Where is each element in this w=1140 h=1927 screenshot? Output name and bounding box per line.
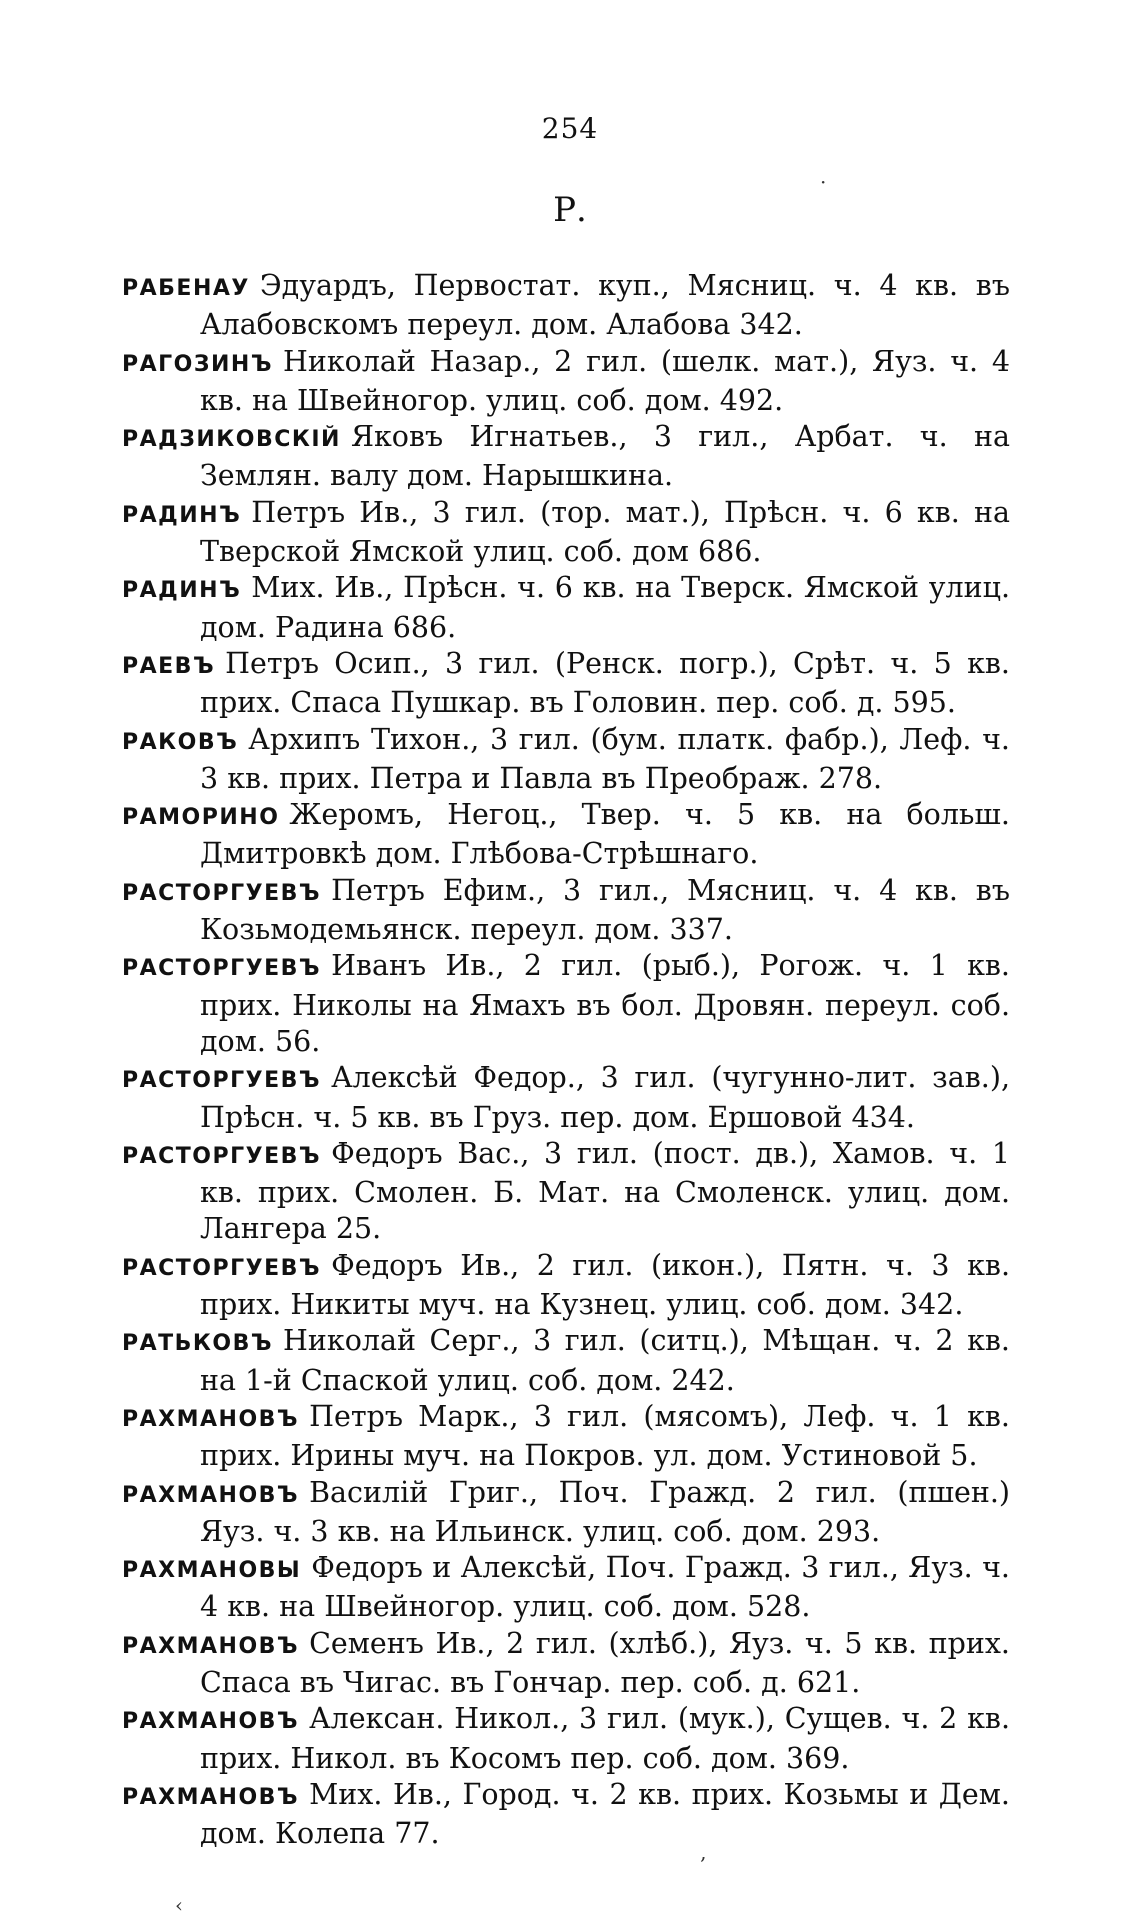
stray-mark-comma: ‚ xyxy=(700,1840,707,1864)
directory-entry xyxy=(122,1399,1010,1475)
entry-surname: РАХМАНОВЪ xyxy=(122,1633,300,1659)
entry-details: Петръ Ив., 3 гил. (тор. мат.), Прѣсн. ч. 6 кв. на Тверской Ямской улиц. соб. дом 686. xyxy=(200,495,1010,569)
directory-entry xyxy=(122,1060,1010,1136)
entry-surname: РАХМАНОВЪ xyxy=(122,1406,300,1432)
directory-entry xyxy=(122,1248,1010,1324)
directory-entry xyxy=(122,1626,1010,1702)
entry-details: Эдуардъ, Первостат. куп., Мясниц. ч. 4 кв. въ Алабовскомъ переул. дом. Алабова 342. xyxy=(200,269,1010,342)
entry-surname: РАДЗИКОВСКІЙ xyxy=(122,427,341,453)
entry-surname: РАДИНЪ xyxy=(122,502,242,528)
entry-details: Архипъ Тихон., 3 гил. (бум. платк. фабр.), Леф. ч. 3 кв. прих. Петра и Павла въ Преображ. 278. xyxy=(200,722,1010,795)
entry-details: Яковъ Игнатьев., 3 гил., Арбат. ч. на Землян. валу дом. Нарышкина. xyxy=(200,420,1010,493)
directory-entries xyxy=(122,268,1010,1852)
entry-surname: РАСТОРГУЕВЪ xyxy=(122,956,322,982)
entry-details: Николай Назар., 2 гил. (шелк. мат.), Яуз. ч. 4 кв. на Швейногор. улиц. соб. дом. 492. xyxy=(200,344,1010,417)
entry-details: Иванъ Ив., 2 гил. (рыб.), Рогож. ч. 1 кв. прих. Николы на Ямахъ въ бол. Дровян. переул. соб. дом. 56. xyxy=(200,949,1010,1058)
entry-details: Алексѣй Федор., 3 гил. (чугунно-лит. зав.), Прѣсн. ч. 5 кв. въ Груз. пер. дом. Ершовой 434. xyxy=(200,1061,1010,1134)
directory-entry xyxy=(122,1550,1010,1626)
stray-mark-dot: · xyxy=(820,170,827,194)
entry-details: Петръ Ефим., 3 гил., Мясниц. ч. 4 кв. въ Козьмодемьянск. переул. дом. 337. xyxy=(200,873,1010,947)
page-number: 254 xyxy=(541,112,599,145)
directory-entry xyxy=(122,1777,1010,1853)
entry-surname: РАСТОРГУЕВЪ xyxy=(122,1068,322,1094)
directory-entry xyxy=(122,646,1010,722)
entry-surname: РАХМАНОВЪ xyxy=(122,1482,300,1508)
directory-entry xyxy=(122,722,1010,798)
directory-entry xyxy=(122,495,1010,571)
directory-entry xyxy=(122,1475,1010,1551)
directory-entry xyxy=(122,797,1010,873)
entry-surname: РАХМАНОВЫ xyxy=(122,1558,302,1584)
entry-details: Николай Серг., 3 гил. (ситц.), Мѣщан. ч. 2 кв. на 1-й Спаской улиц. соб. дом. 242. xyxy=(200,1324,1010,1397)
stray-mark-c: ‹ xyxy=(175,1893,183,1917)
entry-surname: РАСТОРГУЕВЪ xyxy=(122,880,322,906)
directory-entry xyxy=(122,948,1010,1060)
entry-details: Мих. Ив., Город. ч. 2 кв. прих. Козьмы и Дем. дом. Колепа 77. xyxy=(200,1777,1010,1851)
entry-details: Жеромъ, Негоц., Твер. ч. 5 кв. на больш. Дмитровкѣ дом. Глѣбова-Стрѣшнаго. xyxy=(200,798,1010,871)
entry-surname: РАСТОРГУЕВЪ xyxy=(122,1255,322,1281)
entry-surname: РАЕВЪ xyxy=(122,653,216,679)
entry-surname: РАХМАНОВЪ xyxy=(122,1709,300,1735)
entry-details: Алексан. Никол., 3 гил. (мук.), Сущев. ч. 2 кв. прих. Никол. въ Косомъ пер. соб. дом. 369. xyxy=(200,1702,1010,1775)
entry-details: Федоръ Ив., 2 гил. (икон.), Пятн. ч. 3 кв. прих. Никиты муч. на Кузнец. улиц. соб. дом. 342. xyxy=(200,1248,1010,1322)
entry-details: Федоръ и Алексѣй, Поч. Гражд. 3 гил., Яуз. ч. 4 кв. на Швейногор. улиц. соб. дом. 528. xyxy=(200,1551,1010,1624)
entry-surname: РАСТОРГУЕВЪ xyxy=(122,1143,322,1169)
entry-surname: РАКОВЪ xyxy=(122,729,239,755)
directory-entry xyxy=(122,419,1010,495)
entry-details: Василій Григ., Поч. Гражд. 2 гил. (пшен.) Яуз. ч. 3 кв. на Ильинск. улиц. соб. дом. 293. xyxy=(200,1475,1010,1548)
entry-surname: РАГОЗИНЪ xyxy=(122,351,273,377)
entry-details: Мих. Ив., Прѣсн. ч. 6 кв. на Тверск. Ямской улиц. дом. Радина 686. xyxy=(200,571,1010,644)
entry-surname: РАХМАНОВЪ xyxy=(122,1784,300,1810)
directory-entry xyxy=(122,344,1010,420)
directory-entry xyxy=(122,1136,1010,1248)
directory-entry xyxy=(122,873,1010,949)
entry-surname: РАБЕНАУ xyxy=(122,276,250,301)
entry-surname: РАМОРИНО xyxy=(122,805,280,831)
directory-entry xyxy=(122,1701,1010,1777)
entry-details: Семенъ Ив., 2 гил. (хлѣб.), Яуз. ч. 5 кв. прих. Спаса въ Чигас. въ Гончар. пер. соб. д. 621. xyxy=(200,1626,1010,1699)
directory-entry xyxy=(122,570,1010,646)
section-letter: Р. xyxy=(553,190,587,230)
entry-surname: РАДИНЪ xyxy=(122,578,242,604)
entry-details: Петръ Марк., 3 гил. (мясомъ), Леф. ч. 1 кв. прих. Ирины муч. на Покров. ул. дом. Устиновой 5. xyxy=(200,1399,1010,1473)
entry-details: Петръ Осип., 3 гил. (Ренск. погр.), Срѣт. ч. 5 кв. прих. Спаса Пушкар. въ Головин. пер. соб. д. 595. xyxy=(200,646,1010,720)
entry-surname: РАТЬКОВЪ xyxy=(122,1331,274,1357)
directory-entry xyxy=(122,1323,1010,1399)
entry-details: Федоръ Вас., 3 гил. (пост. дв.), Хамов. ч. 1 кв. прих. Смолен. Б. Мат. на Смоленск. улиц. дом. Лангера 25. xyxy=(200,1136,1010,1246)
directory-entry xyxy=(122,268,1010,344)
